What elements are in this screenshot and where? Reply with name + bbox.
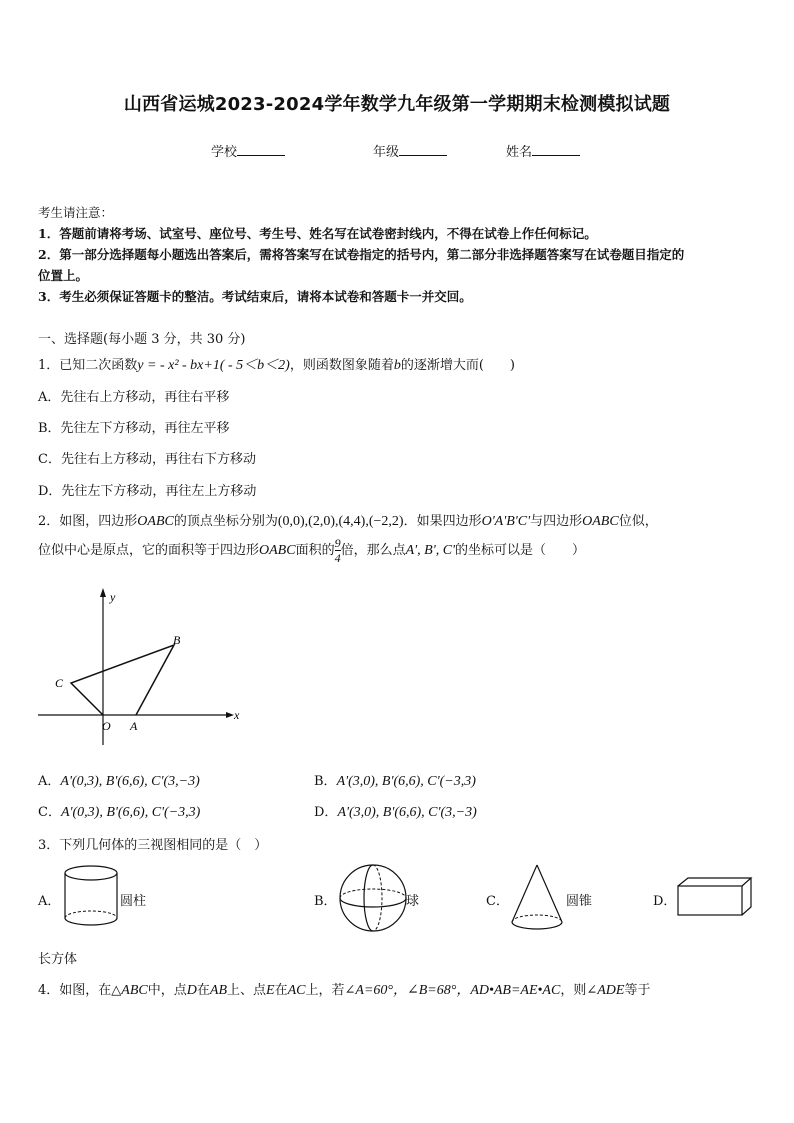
x-axis-label: x	[234, 708, 240, 722]
point-b-label: B	[173, 633, 181, 647]
q2-text-i: 的坐标可以是（ ）	[455, 543, 586, 558]
origin-label: O	[102, 719, 111, 733]
q1-option-a: A．先往右上方移动，再往右平移	[38, 390, 230, 405]
q4-abc: ABC	[121, 983, 148, 998]
q1-formula: y = - x² - bx+1( - 5＜b＜2)	[137, 358, 290, 373]
q3-option-a-prefix: A．	[38, 894, 61, 909]
q4-ade: ADE	[597, 983, 625, 998]
q2-points: A', B', C'	[405, 543, 456, 558]
q2-frac-num: 9	[334, 536, 341, 550]
school-field	[211, 141, 285, 160]
question-4-stem	[38, 979, 650, 999]
q2-text-c: ．如果四边形	[403, 514, 482, 529]
q4-ac: AC	[287, 983, 306, 998]
notice-item-2: 2．第一部分选择题每小题选出答案后，需将答案写在试卷指定的括号内，第二部分非选择题答案写在试卷题目指定的	[38, 247, 685, 262]
point-a-label: A	[130, 719, 138, 733]
grade-blank	[399, 142, 447, 156]
notice-item-3: 3．考生必须保证答题卡的整洁。考试结束后，请将本试卷和答题卡一并交回。	[38, 289, 472, 304]
q2-text-h: 倍，那么点	[340, 543, 406, 558]
y-axis-arrow	[100, 588, 106, 597]
q2-option-a	[38, 770, 200, 790]
name-field	[506, 141, 580, 160]
cone-icon	[508, 862, 566, 934]
q3-option-c-label: 圆锥	[566, 894, 593, 909]
notice-item-2-cont: 位置上。	[38, 268, 89, 283]
name-blank	[532, 142, 580, 156]
q2-quad2: O'A'B'C'	[481, 514, 531, 529]
q4-text-e: 在	[274, 983, 288, 998]
q3-option-d-label: 长方体	[38, 952, 78, 967]
q2-option-b	[314, 770, 476, 790]
name-label: 姓名	[506, 145, 533, 160]
q4-text-b: 中，点	[147, 983, 187, 998]
school-blank	[237, 142, 285, 156]
q2-option-c-value: A'(0,3), B'(6,6), C'(−3,3)	[60, 805, 201, 820]
q2-option-c-prefix: C．	[38, 805, 61, 820]
q4-text-g: ，则∠	[560, 983, 598, 998]
q2-quad-ref2: OABC	[259, 543, 296, 558]
q2-text-d: 与四边形	[530, 514, 583, 529]
q2-text-g: 面积的	[295, 543, 335, 558]
school-label: 学校	[211, 145, 238, 160]
q1-option-c: C．先往右上方移动，再往右下方移动	[38, 452, 256, 467]
q4-text-h: 等于	[624, 983, 651, 998]
q2-option-b-value: A'(3,0), B'(6,6), C'(−3,3)	[336, 774, 476, 789]
q4-d: D	[186, 983, 197, 998]
q2-frac-den: 4	[334, 551, 341, 565]
cuboid-icon	[676, 876, 754, 918]
q4-angle-condition: A=60°，∠B=68°，AD•AB=AE•AC	[355, 983, 561, 998]
q4-text-c: 在	[196, 983, 210, 998]
notice-heading: 考生请注意：	[38, 205, 114, 220]
question-2-line-1	[38, 510, 658, 530]
q3-option-b-prefix: B．	[314, 894, 337, 909]
q2-text-f: 位似中心是原点，它的面积等于四边形	[38, 543, 260, 558]
q2-option-b-prefix: B．	[314, 774, 337, 789]
q4-text-a: 4．如图，在△	[38, 983, 122, 998]
grade-field	[373, 141, 447, 160]
section-heading: 一、选择题(每小题 3 分，共 30 分)	[38, 332, 246, 347]
q2-option-d-prefix: D．	[314, 805, 338, 820]
q2-option-c	[38, 801, 200, 821]
q2-text-e: 位似，	[618, 514, 658, 529]
quadrilateral-oabc	[71, 645, 174, 715]
q1-option-b: B．先往左下方移动，再往左平移	[38, 421, 230, 436]
q1-text-c: 的逐渐增大而( )	[400, 358, 515, 373]
q2-quad: OABC	[137, 514, 174, 529]
q2-option-d	[314, 801, 477, 821]
q4-ab: AB	[209, 983, 227, 998]
x-axis-arrow	[226, 712, 234, 718]
sphere-icon	[337, 862, 409, 934]
q2-text-b: 的顶点坐标分别为	[173, 514, 278, 529]
q2-coordinate-figure	[30, 585, 250, 750]
question-2-line-2	[38, 536, 585, 565]
q1-option-d: D．先往左下方移动，再往左上方移动	[38, 484, 257, 499]
q3-option-b-label: 球	[406, 894, 420, 909]
page-title: 山西省运城2023-2024学年数学九年级第一学期期末检测模拟试题	[123, 94, 671, 115]
q3-option-a-label: 圆柱	[120, 894, 147, 909]
q1-text-b: ，则函数图象随着	[289, 358, 394, 373]
q1-var: b	[393, 358, 401, 373]
q3-option-c-prefix: C．	[486, 894, 509, 909]
q2-coords: (0,0),(2,0),(4,4),(−2,2)	[277, 514, 404, 529]
notice-item-1: 1．答题前请将考场、试室号、座位号、考生号、姓名写在试卷密封线内，不得在试卷上作任何标记。	[38, 226, 597, 241]
q4-text-f: 上，若∠	[305, 983, 356, 998]
point-c-label: C	[55, 676, 64, 690]
q2-option-a-value: A'(0,3), B'(6,6), C'(3,−3)	[60, 774, 200, 789]
q2-option-d-value: A'(3,0), B'(6,6), C'(3,−3)	[337, 805, 477, 820]
q2-text-a: 2．如图，四边形	[38, 514, 138, 529]
y-axis-label: y	[110, 590, 116, 604]
q2-quad-ref: OABC	[582, 514, 619, 529]
grade-label: 年级	[373, 145, 400, 160]
question-3-stem: 3．下列几何体的三视图相同的是（ ）	[38, 838, 268, 853]
q4-e: E	[266, 983, 275, 998]
q3-option-d-prefix: D．	[653, 894, 677, 909]
q2-option-a-prefix: A．	[38, 774, 61, 789]
cylinder-icon	[62, 864, 120, 928]
question-1-stem	[38, 354, 515, 374]
q4-text-d: 上、点	[227, 983, 267, 998]
q1-text-a: 1．已知二次函数	[38, 358, 138, 373]
